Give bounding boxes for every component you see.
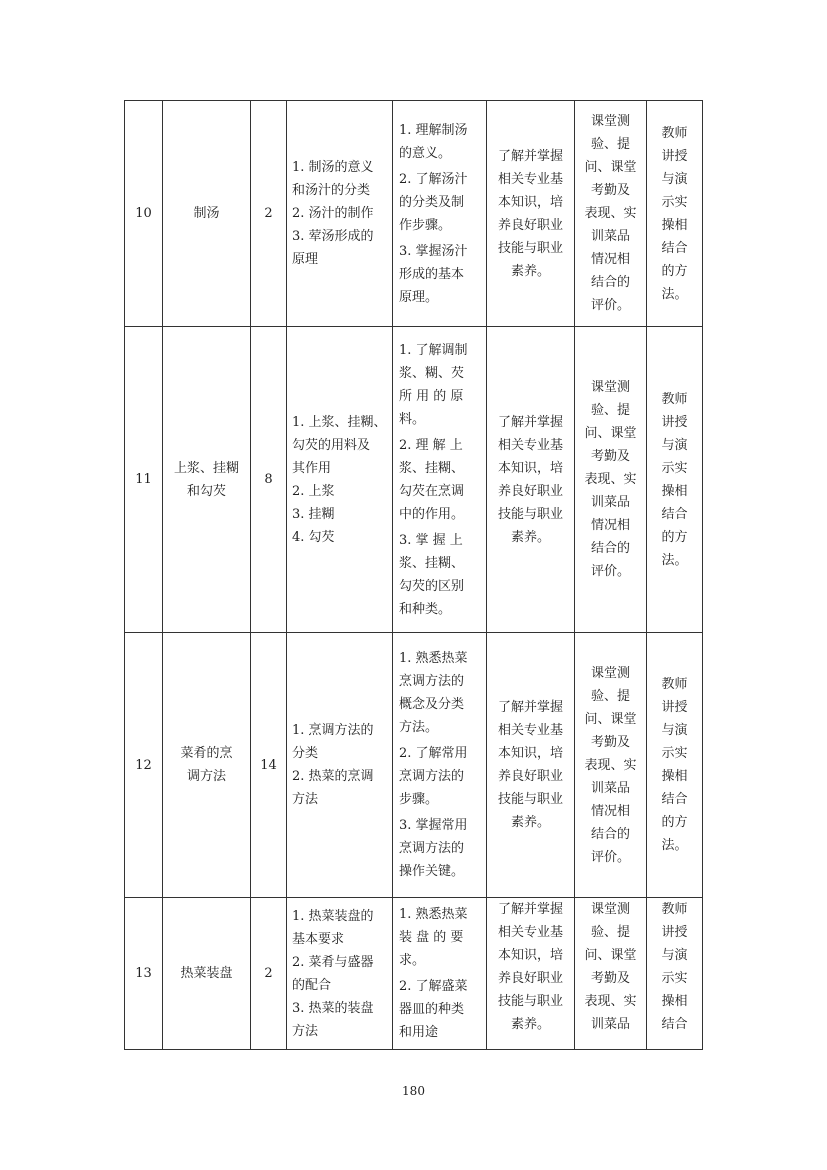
row-requirements (393, 327, 487, 633)
row-content-line: 和汤汁的分类 (292, 183, 371, 198)
table-row (125, 898, 703, 1050)
row-method-line: 操相 (661, 994, 688, 1009)
row-goal-line: 本知识，培 (497, 194, 563, 210)
requirement-line: 浆、挂糊、 (399, 460, 465, 476)
row-content-line: 3. 挂糊 (292, 506, 335, 522)
row-content-line: 3. 热菜的装盘 (292, 1000, 374, 1016)
row-number: 11 (125, 327, 163, 633)
row-evaluation-line: 问、课堂 (584, 948, 637, 963)
row-method-line: 操相 (661, 217, 688, 233)
row-goal-line: 素养。 (510, 529, 550, 545)
requirement-line: 1. 理解制汤 (399, 122, 468, 138)
row-evaluation-line: 课堂测 (590, 114, 630, 129)
requirement-line: 所 用 的 原 (399, 388, 464, 404)
row-evaluation-line: 评价。 (590, 849, 630, 865)
row-goal-line: 了解并掌握 (497, 700, 563, 715)
row-evaluation-line: 情况相 (590, 518, 630, 533)
requirement-line: 3. 掌 握 上 (399, 532, 463, 548)
row-method-line: 的方 (661, 263, 688, 279)
requirement-line: 方法。 (399, 720, 439, 735)
row-goal-line: 了解并掌握 (497, 148, 563, 164)
row-content-line: 方法 (292, 1023, 319, 1039)
row-method-line: 教师 (661, 125, 688, 141)
row-evaluation-line: 训菜品 (590, 229, 630, 244)
row-evaluation-line: 情况相 (590, 803, 630, 819)
row-method-line: 示实 (661, 971, 688, 986)
row-method-line: 示实 (661, 460, 688, 476)
row-content-line: 分类 (292, 746, 319, 761)
row-evaluation-line: 考勤及 (590, 971, 630, 986)
row-number: 12 (125, 633, 163, 898)
row-method (647, 101, 703, 327)
row-goal-line: 养良好职业 (497, 971, 563, 986)
row-method-line: 教师 (661, 677, 688, 692)
row-goal-line: 了解并掌握 (497, 902, 563, 917)
requirement-item (399, 434, 480, 526)
row-goal-line: 技能与职业 (497, 240, 563, 256)
requirement-line: 1. 熟悉热菜 (399, 907, 468, 922)
row-requirements (393, 898, 487, 1050)
row-evaluation-line: 评价。 (590, 564, 630, 579)
row-goal-line: 技能与职业 (497, 506, 563, 522)
table-body (125, 101, 703, 1050)
requirement-item (399, 240, 480, 309)
row-evaluation-line: 训菜品 (590, 495, 630, 510)
row-method-line: 的方 (661, 815, 688, 830)
row-evaluation-line: 验、提 (590, 137, 630, 152)
requirement-line: 的分类及制 (399, 194, 465, 210)
row-goal-line: 养良好职业 (497, 769, 563, 784)
row-goal-line: 相关专业基 (497, 925, 563, 940)
requirement-line: 3. 掌握常用 (399, 818, 468, 833)
requirement-line: 和种类。 (399, 601, 452, 617)
row-requirements (393, 101, 487, 327)
row-method (647, 633, 703, 898)
row-title (163, 633, 251, 898)
requirement-line: 3. 掌握汤汁 (399, 243, 468, 259)
row-goal-line: 素养。 (510, 815, 550, 830)
requirement-line: 勾芡的区别 (399, 578, 465, 594)
requirement-item (399, 647, 480, 739)
row-evaluation-line: 问、课堂 (584, 711, 637, 727)
row-evaluation-line: 结合的 (590, 541, 630, 556)
row-requirements (393, 633, 487, 898)
requirement-item (399, 119, 480, 165)
row-content (287, 898, 393, 1050)
row-goal-line: 相关专业基 (497, 723, 563, 738)
row-evaluation-line: 问、课堂 (584, 426, 637, 441)
row-title-line: 调方法 (186, 769, 226, 784)
row-method-line: 与演 (661, 437, 688, 453)
row-method (647, 327, 703, 633)
row-evaluation-line: 课堂测 (590, 665, 630, 681)
row-title-line: 菜肴的烹 (180, 746, 233, 761)
row-evaluation-line: 训菜品 (590, 780, 630, 796)
row-goal-line: 相关专业基 (497, 171, 563, 187)
table-row (125, 633, 703, 898)
requirement-item (399, 975, 480, 1044)
row-method-line: 与演 (661, 171, 688, 187)
row-evaluation (575, 101, 647, 327)
row-content (287, 101, 393, 327)
row-content-line: 方法 (292, 792, 319, 807)
course-table (124, 100, 703, 1050)
row-evaluation-line: 表现、实 (584, 994, 637, 1009)
row-evaluation-line: 结合的 (590, 826, 630, 842)
row-evaluation-line: 评价。 (590, 298, 630, 313)
row-title-line: 上浆、挂糊 (173, 460, 239, 476)
row-evaluation-line: 情况相 (590, 252, 630, 267)
requirement-line: 器皿的种类 (399, 1002, 465, 1017)
requirement-line: 形成的基本 (399, 266, 465, 282)
row-title-line: 制汤 (193, 206, 220, 221)
row-content-line: 1. 热菜装盘的 (292, 908, 374, 924)
row-content-line: 1. 制汤的意义 (292, 160, 374, 175)
row-goal-line: 技能与职业 (497, 792, 563, 807)
row-goal-line: 相关专业基 (497, 437, 563, 453)
row-method-line: 讲授 (661, 148, 688, 164)
requirement-item (399, 742, 480, 811)
row-method-line: 结合 (661, 506, 688, 522)
row-method (647, 898, 703, 1050)
requirement-line: 求。 (399, 953, 426, 968)
requirement-item (399, 903, 480, 972)
row-method-line: 教师 (661, 391, 688, 407)
row-content-line: 原理 (292, 252, 319, 267)
row-goal-line: 素养。 (510, 263, 550, 279)
row-goal-line: 素养。 (510, 1017, 550, 1032)
row-evaluation-line: 表现、实 (584, 472, 637, 487)
row-goal-line: 养良好职业 (497, 217, 563, 233)
row-hours: 2 (251, 101, 287, 327)
row-evaluation-line: 表现、实 (584, 757, 637, 773)
row-method-line: 讲授 (661, 925, 688, 940)
row-goal (487, 898, 575, 1050)
row-evaluation-line: 表现、实 (584, 206, 637, 221)
row-evaluation (575, 898, 647, 1050)
row-evaluation-line: 课堂测 (590, 380, 630, 395)
table-row (125, 101, 703, 327)
requirement-item (399, 529, 480, 621)
row-evaluation-line: 验、提 (590, 403, 630, 418)
row-method-line: 的方 (661, 529, 688, 545)
requirement-line: 烹调方法的 (399, 769, 465, 784)
row-content-line: 基本要求 (292, 931, 345, 947)
row-evaluation-line: 考勤及 (590, 734, 630, 750)
row-method-line: 法。 (661, 838, 688, 853)
table-row (125, 327, 703, 633)
row-evaluation-line: 验、提 (590, 688, 630, 704)
row-title (163, 898, 251, 1050)
requirement-line: 和用途 (399, 1025, 439, 1040)
row-method-line: 操相 (661, 769, 688, 784)
row-method-line: 法。 (661, 286, 688, 302)
row-number: 13 (125, 898, 163, 1050)
row-content-line: 勾芡的用料及 (292, 437, 371, 453)
row-content-line: 1. 烹调方法的 (292, 723, 374, 738)
row-method-line: 与演 (661, 948, 688, 963)
row-goal (487, 101, 575, 327)
row-method-line: 结合 (661, 240, 688, 256)
requirement-line: 2. 理 解 上 (399, 437, 463, 453)
row-method-line: 讲授 (661, 700, 688, 715)
requirement-line: 步骤。 (399, 792, 439, 807)
row-content-line: 的配合 (292, 977, 332, 993)
row-hours: 14 (251, 633, 287, 898)
row-goal-line: 本知识，培 (497, 948, 563, 963)
requirement-line: 料。 (399, 411, 426, 427)
row-goal-line: 技能与职业 (497, 994, 563, 1009)
row-evaluation-line: 验、提 (590, 925, 630, 940)
row-title-line: 和勾芡 (186, 483, 226, 499)
row-goal-line: 本知识，培 (497, 746, 563, 761)
row-method-line: 结合 (661, 1017, 688, 1032)
page-number: 180 (402, 1084, 425, 1098)
requirement-item (399, 168, 480, 237)
row-content-line: 2. 菜肴与盛器 (292, 954, 374, 970)
row-goal (487, 633, 575, 898)
row-evaluation-line: 问、课堂 (584, 160, 637, 175)
requirement-line: 的意义。 (399, 145, 452, 161)
row-content-line: 2. 汤汁的制作 (292, 206, 374, 221)
row-evaluation-line: 考勤及 (590, 183, 630, 198)
row-content-line: 其作用 (292, 460, 332, 476)
requirement-line: 2. 了解汤汁 (399, 171, 468, 187)
row-method-line: 结合 (661, 792, 688, 807)
requirement-line: 装 盘 的 要 (399, 930, 464, 945)
row-evaluation-line: 结合的 (590, 275, 630, 290)
row-hours: 8 (251, 327, 287, 633)
row-evaluation-line: 考勤及 (590, 449, 630, 464)
row-title (163, 101, 251, 327)
row-method-line: 讲授 (661, 414, 688, 430)
row-method-line: 示实 (661, 194, 688, 210)
row-content-line: 3. 荤汤形成的 (292, 229, 374, 244)
row-evaluation (575, 327, 647, 633)
row-method-line: 与演 (661, 723, 688, 738)
row-goal-line: 了解并掌握 (497, 414, 563, 430)
requirement-line: 原理。 (399, 289, 439, 305)
requirement-line: 概念及分类 (399, 697, 465, 712)
row-content-line: 4. 勾芡 (292, 529, 335, 545)
row-evaluation-line: 课堂测 (590, 902, 630, 917)
row-title-line: 热菜装盘 (180, 966, 233, 981)
row-method-line: 教师 (661, 902, 688, 917)
row-evaluation-line: 训菜品 (590, 1017, 630, 1032)
requirement-line: 烹调方法的 (399, 674, 465, 689)
requirement-line: 作步骤。 (399, 217, 452, 233)
row-title (163, 327, 251, 633)
requirement-line: 1. 了解调制 (399, 342, 468, 358)
requirement-item (399, 339, 480, 431)
row-goal (487, 327, 575, 633)
row-content-line: 2. 热菜的烹调 (292, 769, 374, 784)
requirement-line: 勾芡在烹调 (399, 483, 465, 499)
row-method-line: 操相 (661, 483, 688, 499)
requirement-item (399, 814, 480, 883)
requirement-line: 2. 了解盛菜 (399, 979, 468, 994)
requirement-line: 烹调方法的 (399, 841, 465, 856)
row-evaluation (575, 633, 647, 898)
requirement-line: 中的作用。 (399, 506, 465, 522)
row-method-line: 示实 (661, 746, 688, 761)
row-content (287, 327, 393, 633)
requirement-line: 操作关键。 (399, 864, 465, 879)
requirement-line: 浆、糊、芡 (399, 365, 465, 381)
row-goal-line: 养良好职业 (497, 483, 563, 499)
row-number: 10 (125, 101, 163, 327)
requirement-line: 2. 了解常用 (399, 746, 468, 761)
row-content-line: 2. 上浆 (292, 483, 335, 499)
requirement-line: 1. 熟悉热菜 (399, 651, 468, 666)
row-method-line: 法。 (661, 552, 688, 568)
requirement-line: 浆、挂糊、 (399, 555, 465, 571)
row-content-line: 1. 上浆、挂糊、 (292, 414, 387, 430)
row-goal-line: 本知识，培 (497, 460, 563, 476)
row-hours: 2 (251, 898, 287, 1050)
row-content (287, 633, 393, 898)
